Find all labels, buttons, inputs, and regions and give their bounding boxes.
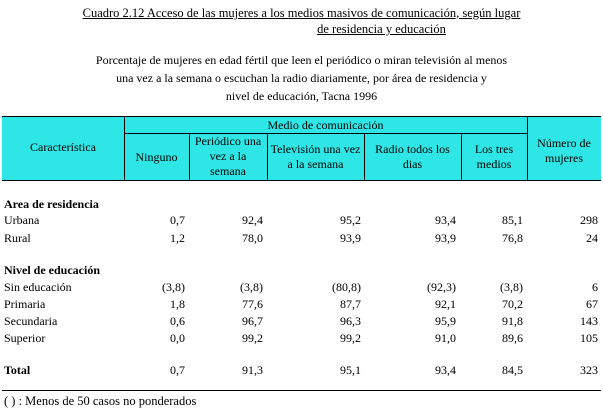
title-line-2: de residencia y educación — [317, 22, 446, 36]
cell-tres: 89,6 — [502, 331, 523, 345]
header-television-line: Televisión una vez — [270, 142, 361, 156]
header-numero-line: mujeres — [545, 151, 583, 165]
cell-television: 95,1 — [340, 363, 361, 377]
cell-television: 95,2 — [340, 213, 361, 227]
row-label: Sin educación — [4, 280, 72, 294]
section-heading — [0, 263, 603, 280]
header-ninguno: Ninguno — [135, 150, 178, 164]
cell-radio: 93,9 — [435, 231, 456, 245]
header-tres — [461, 142, 527, 172]
cell-numero: 298 — [580, 213, 598, 227]
table-row — [0, 314, 603, 331]
row-label: Secundaria — [4, 314, 58, 328]
cell-radio: 92,1 — [435, 297, 456, 311]
subtitle-line-3: nivel de educación, Tacna 1996 — [225, 89, 378, 103]
header-numero — [527, 136, 601, 166]
header-characteristic: Característica — [30, 140, 96, 154]
cell-periodico: 96,7 — [242, 314, 263, 328]
table-row — [0, 213, 603, 230]
cell-radio: 95,9 — [435, 314, 456, 328]
cell-ninguno: (3,8) — [162, 280, 185, 294]
subtitle-line-2: una vez a la semana o escuchan la radio diariamente, por área de residencia y — [116, 71, 487, 85]
cell-tres: 70,2 — [502, 297, 523, 311]
cell-tres: 85,1 — [502, 213, 523, 227]
cell-numero: 105 — [580, 331, 598, 345]
header-group: Medio de comunicación — [267, 118, 384, 132]
section-heading — [0, 197, 603, 214]
total-label: Total — [4, 363, 31, 377]
cell-numero: 6 — [592, 280, 598, 294]
cell-television: 93,9 — [340, 231, 361, 245]
table-row — [0, 297, 603, 314]
header-radio — [364, 142, 461, 172]
section-heading-label: Nivel de educación — [4, 263, 100, 277]
cell-radio: 93,4 — [435, 363, 456, 377]
table-row — [0, 331, 603, 348]
cell-periodico: 77,6 — [242, 297, 263, 311]
header-periodico — [189, 134, 267, 179]
cell-ninguno: 0,7 — [170, 363, 185, 377]
table-bottom-rule — [2, 390, 601, 391]
cell-numero: 323 — [580, 363, 598, 377]
table-subtitle — [0, 51, 603, 105]
title-line-1: Cuadro 2.12 Acceso de las mujeres a los medios masivos de comunicación, según lugar — [82, 6, 521, 20]
total-row — [0, 363, 603, 380]
header-tres-line: Los tres — [474, 142, 514, 156]
cell-television: 87,7 — [340, 297, 361, 311]
cell-ninguno: 0,7 — [170, 213, 185, 227]
header-group-rule — [124, 133, 527, 134]
table-title — [0, 5, 603, 37]
cell-ninguno: 0,0 — [170, 331, 185, 345]
header-periodico-line: vez a la — [209, 149, 247, 163]
cell-radio: 91,0 — [435, 331, 456, 345]
cell-numero: 143 — [580, 314, 598, 328]
cell-television: 99,2 — [340, 331, 361, 345]
cell-numero: 67 — [586, 297, 598, 311]
header-periodico-line: semana — [210, 164, 246, 178]
subtitle-line-1: Porcentaje de mujeres en edad fértil que leen el periódico o miran televisión al menos — [95, 53, 508, 67]
table-row — [0, 231, 603, 248]
cell-ninguno: 1,8 — [170, 297, 185, 311]
section-heading-label: Area de residencia — [4, 197, 99, 211]
row-label: Primaria — [4, 297, 46, 311]
cell-periodico: (3,8) — [240, 280, 263, 294]
header-radio-line: Radio todos los — [375, 142, 450, 156]
table-row — [0, 280, 603, 297]
cell-television: 96,3 — [340, 314, 361, 328]
cell-radio: 93,4 — [435, 213, 456, 227]
cell-television: (80,8) — [332, 280, 361, 294]
cell-radio: (92,3) — [427, 280, 456, 294]
header-tres-line: medios — [476, 157, 512, 171]
header-television-line: a la semana — [287, 157, 344, 171]
cell-numero: 24 — [586, 231, 598, 245]
header-radio-line: dias — [402, 157, 423, 171]
cell-tres: (3,8) — [500, 280, 523, 294]
cell-tres: 84,5 — [502, 363, 523, 377]
header-television — [267, 142, 364, 172]
header-periodico-line: Periódico una — [194, 134, 262, 148]
footnote: ( ) : Menos de 50 casos no ponderados — [4, 394, 197, 408]
cell-ninguno: 1,2 — [170, 231, 185, 245]
cell-tres: 76,8 — [502, 231, 523, 245]
header-numero-line: Número de — [537, 136, 591, 150]
cell-tres: 91,8 — [502, 314, 523, 328]
row-label: Urbana — [4, 213, 40, 227]
row-label: Superior — [4, 331, 46, 345]
header-bottom-rule — [2, 180, 601, 181]
header-top-rule — [2, 116, 601, 117]
cell-periodico: 99,2 — [242, 331, 263, 345]
row-label: Rural — [4, 231, 31, 245]
cell-periodico: 78,0 — [242, 231, 263, 245]
cell-ninguno: 0,6 — [170, 314, 185, 328]
cell-periodico: 92,4 — [242, 213, 263, 227]
cell-periodico: 91,3 — [242, 363, 263, 377]
